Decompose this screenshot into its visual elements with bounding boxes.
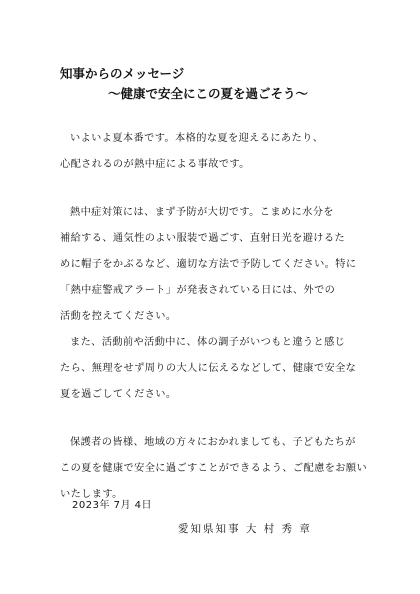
document-date: 2023年 7月 4日 — [72, 500, 153, 511]
text-line: 夏を過ごしてください。 — [60, 389, 177, 400]
text-line: この夏を健康で安全に過ごすことができるよう、ご配慮をお願い — [60, 463, 368, 474]
text-line: いたします。 — [60, 489, 123, 500]
message-subtitle: ～健康で安全にこの夏を過ごそう～ — [108, 86, 309, 101]
text-line: 「熱中症警戒アラート」が発表されている日には、外での — [60, 285, 336, 296]
text-line: 補給する、通気性のよい服装で過ごす、直射日光を避けるた — [60, 233, 346, 244]
text-line: 保護者の皆様、地域の方々におかれましても、子どもたちが — [70, 437, 356, 448]
signature: 愛知県知事 大 村 秀 章 — [178, 523, 312, 535]
text-line: いよいよ夏本番です。本格的な夏を迎えるにあたり、 — [70, 133, 324, 144]
message-title: 知事からのメッセージ — [60, 66, 185, 81]
message-header — [60, 66, 370, 102]
text-line: たら、無理をせず周りの大人に伝えるなどして、健康で安全な — [60, 363, 357, 374]
text-line: また、活動前や活動中に、体の調子がいつもと違うと感じ — [70, 337, 346, 348]
text-line: 心配されるのが熱中症による事故です。 — [60, 159, 250, 170]
text-line: 活動を控えてください。 — [60, 311, 177, 322]
paragraph-prevention — [60, 200, 365, 408]
text-line: めに帽子をかぶるなど、適切な方法で予防してください。特に — [60, 259, 357, 270]
text-line: 熱中症対策には、まず予防が大切です。こまめに水分を — [70, 207, 334, 218]
message-body — [60, 126, 368, 530]
paragraph-heat-stroke — [60, 126, 365, 178]
